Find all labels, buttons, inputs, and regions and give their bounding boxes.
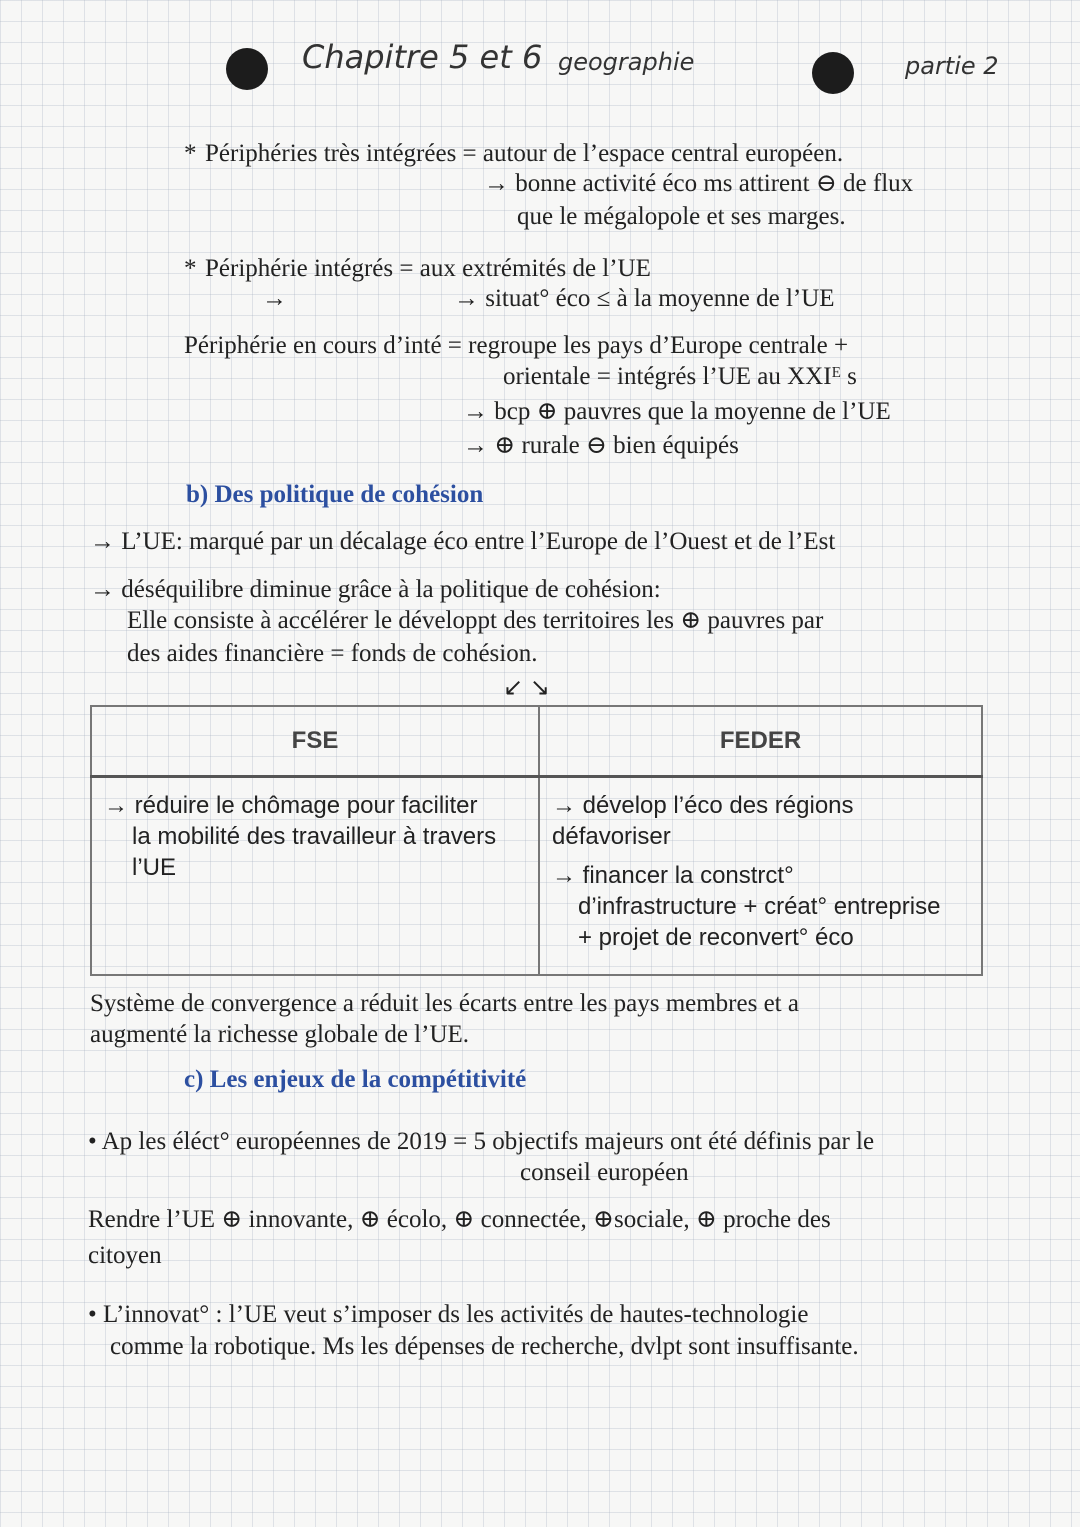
text-line: augmenté la richesse globale de l’UE. — [90, 1021, 470, 1048]
text-line: • Ap les éléct° européennes de 2019 = 5 objectifs majeurs ont été définis par le — [88, 1128, 875, 1155]
header-dot-right — [812, 52, 854, 94]
header-dot-left — [226, 48, 268, 90]
cell-line: l’UE — [132, 854, 177, 881]
split-arrows: ↙ ↘ — [503, 674, 550, 701]
text-line: Système de convergence a réduit les écarts entre les pays membres et a — [90, 990, 799, 1017]
text-line: → ⊕ rurale ⊖ bien équipés — [463, 432, 739, 459]
part-label: partie 2 — [905, 52, 999, 80]
text-line: des aides financière = fonds de cohésion. — [127, 640, 538, 667]
text-line: → bcp ⊕ pauvres que la moyenne de l’UE — [463, 398, 891, 425]
text-line: → L’UE: marqué par un décalage éco entre l’Europe de l’Ouest et de l’Est — [90, 528, 836, 555]
table-row — [91, 777, 982, 976]
text-line: Périphéries très intégrées = autour de l’espace central européen. — [205, 140, 844, 167]
cell-line: → financer la constrct° — [552, 862, 794, 889]
table-cell-feder — [539, 777, 982, 976]
cell-line: la mobilité des travailleur à travers — [132, 823, 497, 850]
text-line: Elle consiste à accélérer le développt des territoires les ⊕ pauvres par — [127, 607, 824, 634]
text-line: conseil européen — [520, 1159, 689, 1186]
cell-line: → réduire le chômage pour faciliter — [104, 792, 478, 819]
subject-title: geographie — [558, 48, 695, 76]
text-line: citoyen — [88, 1242, 162, 1269]
text-line: orientale = intégrés l’UE au XXIᴱ s — [503, 363, 857, 390]
bullet-star: * — [184, 255, 197, 282]
bullet-star: * — [184, 140, 197, 167]
cell-line: défavoriser — [552, 823, 671, 850]
section-b-title: b) Des politique de cohésion — [186, 481, 484, 508]
table-header-fse: FSE — [91, 706, 539, 777]
text-line: → situat° éco ≤ à la moyenne de l’UE — [454, 285, 835, 312]
cohesion-funds-table — [90, 705, 983, 976]
text-line: Périphérie en cours d’inté = regroupe les pays d’Europe centrale + — [184, 332, 849, 359]
text-line: comme la robotique. Ms les dépenses de recherche, dvlpt sont insuffisante. — [110, 1333, 859, 1360]
text-line: Périphérie intégrés = aux extrémités de l’UE — [205, 255, 651, 282]
text-line: Rendre l’UE ⊕ innovante, ⊕ écolo, ⊕ connectée, ⊕sociale, ⊕ proche des — [88, 1206, 831, 1233]
text-line: que le mégalopole et ses marges. — [517, 203, 846, 230]
chapter-title: Chapitre 5 et 6 — [302, 38, 543, 76]
table-cell-fse — [91, 777, 539, 976]
arrow-glyph: → — [262, 285, 287, 312]
cell-line: + projet de reconvert° éco — [578, 924, 854, 951]
table-header-feder: FEDER — [539, 706, 982, 777]
cell-line: → dévelop l’éco des régions — [552, 792, 854, 819]
text-line: • L’innovat° : l’UE veut s’imposer ds les activités de hautes-technologie — [88, 1301, 809, 1328]
text-line: → bonne activité éco ms attirent ⊖ de flux — [484, 170, 914, 197]
section-c-title: c) Les enjeux de la compétitivité — [184, 1066, 527, 1093]
text-line: → déséquilibre diminue grâce à la politique de cohésion: — [90, 576, 661, 603]
cell-line: d’infrastructure + créat° entreprise — [578, 893, 941, 920]
